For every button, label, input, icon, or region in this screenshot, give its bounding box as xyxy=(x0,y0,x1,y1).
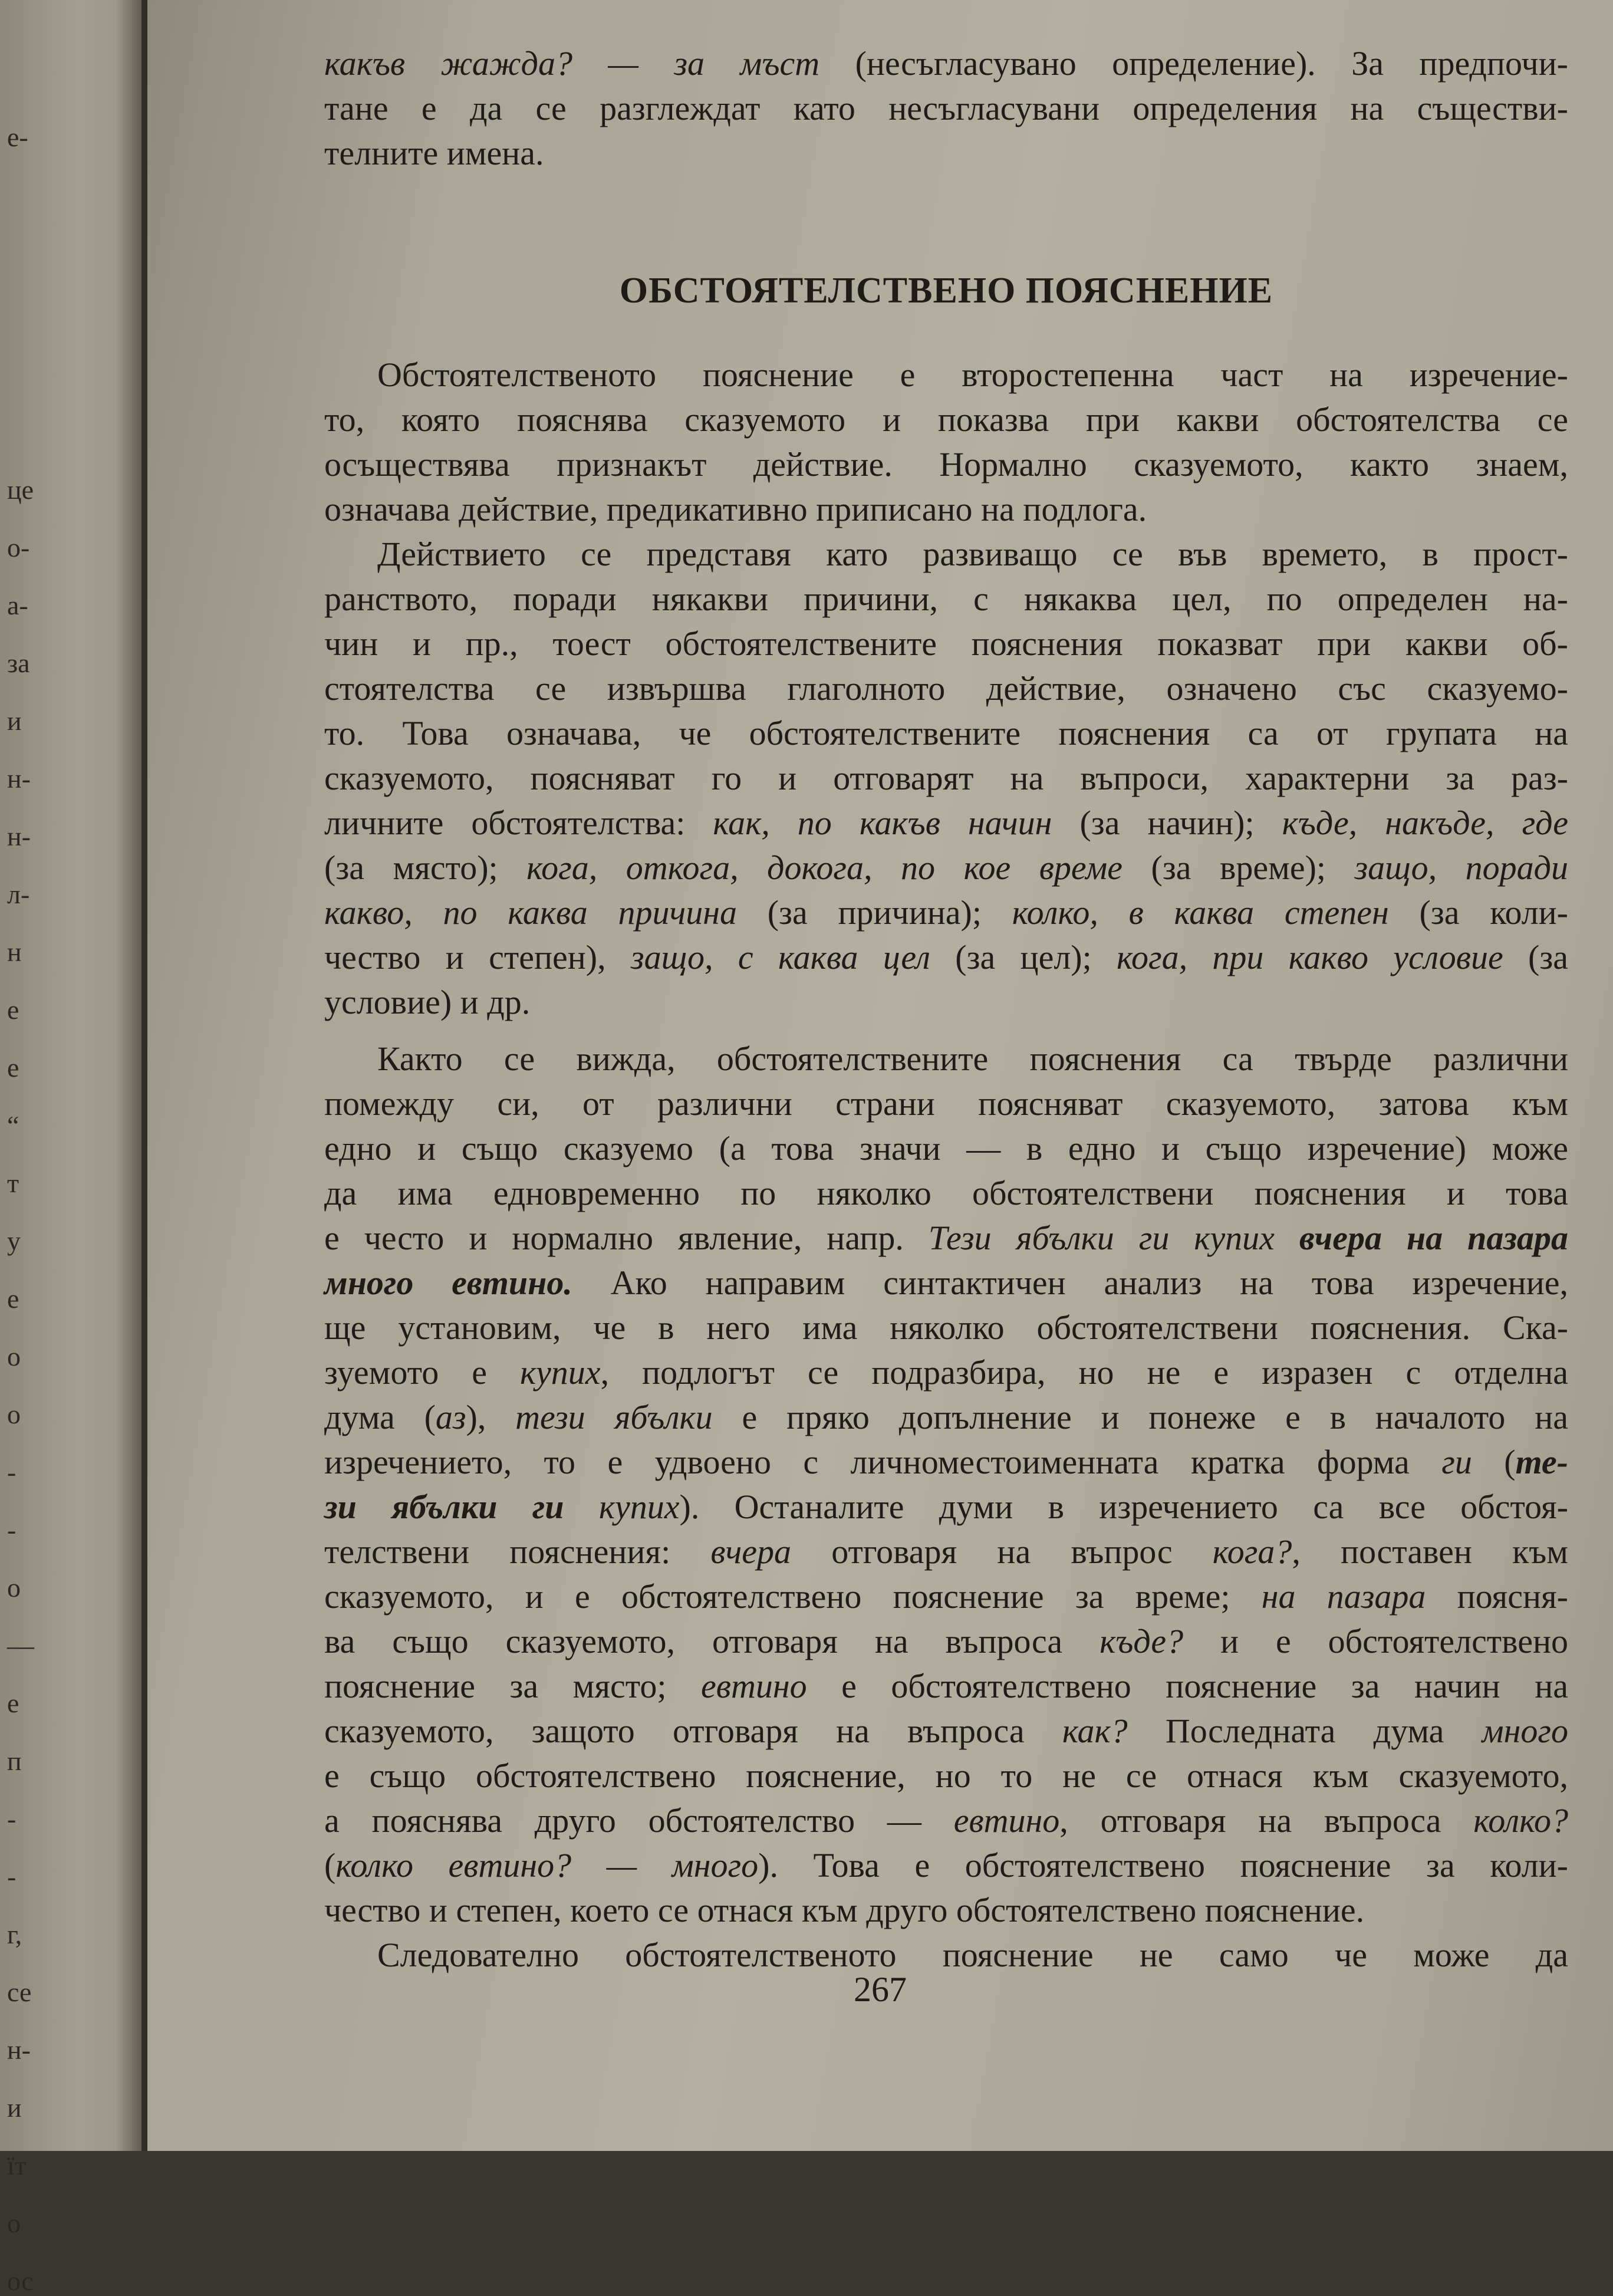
text-line: тане е да се разглеждат като несъгласувани определения на съществи- xyxy=(324,89,1568,127)
page-number: 267 xyxy=(854,1970,907,2009)
page-text xyxy=(324,41,1568,1978)
left-page-fragment: о xyxy=(7,2208,21,2238)
text-line: ва също сказуемото, отговаря на въпроса къде? и е обстоятелствено xyxy=(324,1622,1568,1660)
left-page-fragment: ос xyxy=(7,2266,34,2296)
left-page-fragment: и xyxy=(7,706,22,736)
left-page-fragment: н- xyxy=(7,2035,31,2065)
text-line: зуемото е купих, подлогът се подразбира, но не е изразен с отделна xyxy=(324,1353,1568,1392)
text-line: е често и нормално явление, напр. Тези ябълки ги купих вчера на пазара xyxy=(324,1219,1569,1257)
text-line: сказуемото, защото отговаря на въпроса как? Последната дума много xyxy=(324,1712,1568,1750)
text-line: а пояснява друго обстоятелство — евтино, отговаря на въпроса колко? xyxy=(324,1801,1568,1840)
left-page-fragment: т xyxy=(7,1168,19,1198)
text-line: чество и степен, което се отнася към друго обстоятелствено пояснение. xyxy=(324,1891,1365,1929)
text-line: Обстоятелственото пояснение е второстепенна част на изречение- xyxy=(377,356,1568,394)
text-line: условие) и др. xyxy=(324,983,531,1021)
text-line: чин и пр., тоест обстоятелствените пояснения показват при какви об- xyxy=(324,624,1568,663)
left-page-fragment: - xyxy=(7,1861,17,1892)
text-line: телствени пояснения: вчера отговаря на въпрос кога?, поставен към xyxy=(324,1532,1568,1571)
text-line: то. Това означава, че обстоятелствените пояснения са от групата на xyxy=(324,714,1568,752)
text-line: какво, по каква причина (за причина); колко, в каква степен (за коли- xyxy=(324,893,1568,932)
text-line: дума (аз), тези ябълки е пряко допълнение и понеже е в началото на xyxy=(324,1398,1568,1436)
left-page-fragment: їт xyxy=(7,2150,27,2180)
left-page-fragment: л- xyxy=(7,879,30,909)
text-line: едно и също сказуемо (а това значи — в едно и също изречение) може xyxy=(324,1129,1568,1167)
text-line: ранството, поради някакви причини, с някаква цел, по определен на- xyxy=(324,580,1568,618)
left-page-fragment: е xyxy=(7,1052,19,1083)
left-page-fragment: це xyxy=(7,475,34,505)
text-line: сказуемото, и е обстоятелствено пояснение за време; на пазара поясня- xyxy=(324,1577,1568,1616)
text-line: зи ябълки ги купих). Останалите думи в изречението са все обстоя- xyxy=(324,1488,1569,1526)
text-line: означава действие, предикативно приписано на подлога. xyxy=(324,490,1147,528)
left-page-fragment: о xyxy=(7,1573,21,1603)
text-line: пояснение за място; евтино е обстоятелствено пояснение за начин на xyxy=(324,1667,1568,1705)
left-page-fragment: и xyxy=(7,2093,22,2123)
text-line: да има едновременно по няколко обстоятелствени пояснения и това xyxy=(324,1174,1568,1212)
text-line: какъв жажда? — за мъст (несъгласувано определение). За предпочи- xyxy=(324,44,1568,83)
left-page-fragment: н- xyxy=(7,764,31,794)
left-page-fragment: е xyxy=(7,1688,19,1718)
left-page-fragment: у xyxy=(7,1226,21,1256)
left-page-fragment: н- xyxy=(7,821,31,851)
left-page-fragment: — xyxy=(7,1630,34,1660)
text-line: изречението, то е удвоено с личноместоименната кратка форма ги (те- xyxy=(324,1443,1568,1481)
left-page-fragment: о xyxy=(7,1399,21,1429)
text-line: помежду си, от различни страни поясняват сказуемото, затова към xyxy=(324,1084,1568,1123)
text-line: (за място); кога, откога, докога, по кое време (за време); защо, поради xyxy=(324,848,1568,887)
text-line: Следователно обстоятелственото пояснение не само че може да xyxy=(377,1936,1568,1974)
left-page-fragment: - xyxy=(7,1515,17,1545)
text-line: сказуемото, поясняват го и отговарят на въпроси, характерни за раз- xyxy=(324,759,1568,797)
left-page-fragment: о- xyxy=(7,532,30,563)
text-line: личните обстоятелства: как, по какъв начин (за начин); къде, накъде, где xyxy=(324,804,1568,842)
left-page-fragment: - xyxy=(7,1804,17,1834)
left-page-fragment: н xyxy=(7,937,22,967)
text-line: осъществява признакът действие. Нормално сказуемото, както знаем, xyxy=(324,445,1568,483)
book-page xyxy=(147,0,1613,2151)
text-line: е също обстоятелствено пояснение, но то не се отнася към сказуемото, xyxy=(324,1756,1568,1795)
text-line: Както се вижда, обстоятелствените пояснения са твърде различни xyxy=(377,1040,1568,1078)
text-line: стоятелства се извършва глаголното действие, означено със сказуемо- xyxy=(324,669,1568,708)
text-line: Действието се представя като развиващо се във времето, в прост- xyxy=(377,535,1568,573)
left-page-fragment: се xyxy=(7,1977,32,2007)
text-line: (колко евтино? — много). Това е обстоятелствено пояснение за коли- xyxy=(324,1846,1568,1884)
left-page-fragment: о xyxy=(7,1341,21,1371)
left-page-fragment: за xyxy=(7,648,30,678)
section-heading: ОБСТОЯТЕЛСТВЕНО ПОЯСНЕНИЕ xyxy=(619,271,1273,311)
text-line: телните имена. xyxy=(324,134,544,172)
text-line: много евтино. Ако направим синтактичен анализ на това изречение, xyxy=(324,1264,1568,1302)
text-line: ще установим, че в него има няколко обстоятелствени пояснения. Ска- xyxy=(324,1308,1568,1347)
left-page-fragment: е xyxy=(7,1284,19,1314)
text-line: то, която пояснява сказуемото и показва при какви обстоятелства се xyxy=(324,400,1568,439)
text-line: чество и степен), защо, с каква цел (за цел); кога, при какво условие (за xyxy=(324,938,1568,976)
left-page-fragment: а- xyxy=(7,590,28,620)
left-page-fragment: г, xyxy=(7,1919,22,1949)
left-page-fragment: “ xyxy=(7,1110,19,1140)
left-page-fragment: - xyxy=(7,1457,17,1487)
left-page-fragment: е xyxy=(7,995,19,1025)
left-page-fragment: п xyxy=(7,1746,22,1776)
left-page-fragment: е- xyxy=(7,122,28,152)
